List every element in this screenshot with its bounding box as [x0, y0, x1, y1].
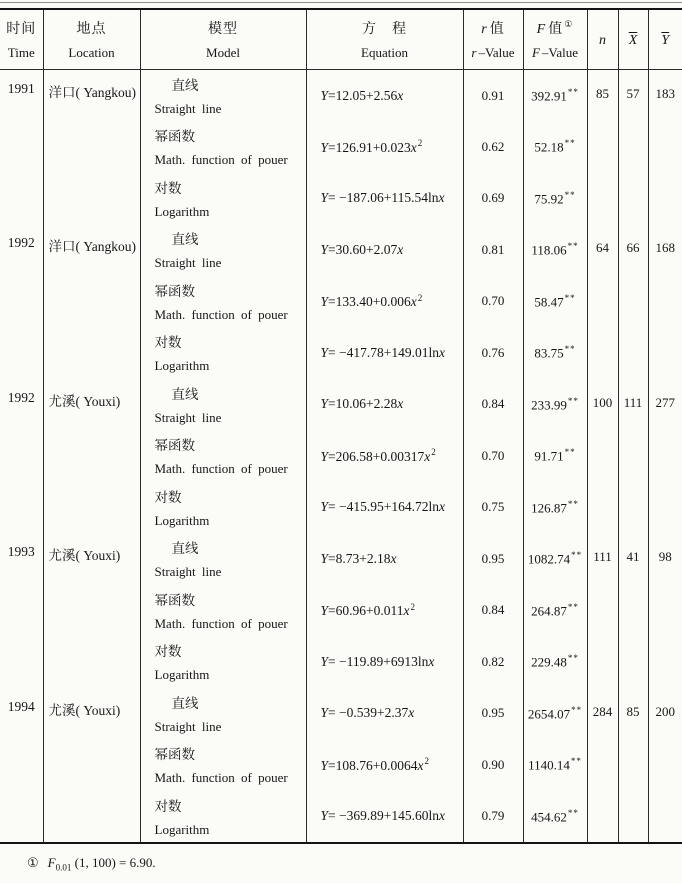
r-value-cell: 0.81 [463, 224, 523, 276]
n-cell: 284 [587, 688, 618, 843]
equation-cell [306, 482, 463, 534]
model-name-cn: 对数 [154, 489, 182, 505]
r-value-cell: 0.79 [463, 791, 523, 843]
f-value-cell: 1082.74** [523, 533, 587, 585]
r-value-cell: 0.70 [463, 430, 523, 482]
r-value-cell: 0.69 [463, 173, 523, 225]
header-equation-en: Equation [361, 45, 408, 60]
footnote-f-symbol: F [47, 855, 56, 870]
equation: Y= −417.78+149.01lnx [320, 344, 445, 360]
model-cell [140, 70, 306, 122]
equation: Y=8.73+2.18x [320, 550, 397, 566]
model-cell [140, 224, 306, 276]
xbar-cell: 85 [618, 688, 648, 843]
r-value-cell: 0.91 [463, 70, 523, 122]
year-cell: 1992 [0, 224, 43, 379]
header-r-en-symbol: r [471, 45, 477, 60]
regression-models-table [0, 10, 682, 842]
year-cell: 1994 [0, 688, 43, 843]
equation: Y= −119.89+6913lnx [320, 653, 435, 669]
equation: $Y=206.58+0.00317x^2$ [320, 447, 436, 464]
f-value-cell: 392.91** [523, 70, 587, 122]
model-name-en: Logarithm [154, 821, 210, 837]
r-value-cell: 0.90 [463, 739, 523, 791]
significance-stars: ** [564, 344, 576, 355]
f-value-cell: 52.18** [523, 121, 587, 173]
header-f-symbol: F [536, 22, 547, 37]
ybar-cell: 183 [655, 86, 675, 101]
model-cell [140, 327, 306, 379]
header-f-en: –Value [541, 45, 579, 60]
equation: Y= −415.95+164.72lnx [320, 499, 445, 515]
model-name-en: Math. function of pouer [154, 461, 288, 476]
equation-cell [306, 585, 463, 637]
equation-cell [306, 224, 463, 276]
header-r-cn: 值 [489, 22, 505, 37]
footnote-f-subscript: 0.01 [55, 862, 72, 873]
table-row [0, 688, 682, 740]
footnote-ref-icon: ① [564, 19, 574, 30]
significance-stars: ** [564, 447, 576, 458]
model-name-cn: 幂函数 [154, 438, 195, 453]
model-cell [140, 688, 306, 740]
header-location-cn: 地点 [76, 22, 107, 37]
table-row [0, 70, 682, 122]
model-name-en: Logarithm [154, 358, 210, 373]
equation: Y= −0.539+2.37x [320, 705, 415, 721]
model-name-cn: 幂函数 [154, 747, 195, 762]
model-name-en: Logarithm [154, 203, 210, 219]
model-name-cn: 直线 [171, 386, 199, 402]
header-model-en: Model [206, 45, 240, 60]
model-name-en: Math. function of pouer [154, 770, 288, 785]
model-name-cn: 幂函数 [154, 129, 195, 144]
f-value-cell: 2654.07** [523, 688, 587, 740]
model-name-en: Math. function of pouer [154, 615, 288, 631]
f-value-cell: 118.06** [523, 224, 587, 276]
footnote-text: (1, 100) = 6.90. [74, 855, 156, 870]
equation: $Y=108.76+0.0064x^2$ [320, 756, 429, 773]
ybar-cell: 98 [658, 549, 672, 564]
header-r-value [463, 10, 523, 70]
table-body [0, 70, 682, 843]
location-cell: 尤溪( Youxi) [43, 379, 140, 534]
equation-cell [306, 688, 463, 740]
table-row [0, 533, 682, 585]
model-name-cn: 幂函数 [154, 283, 195, 299]
f-value-cell: 264.87** [523, 585, 587, 637]
header-equation [306, 10, 463, 70]
location-cell: 尤溪( Youxi) [43, 688, 140, 843]
header-location [43, 10, 140, 70]
model-cell [140, 276, 306, 328]
table-footnote [0, 855, 682, 873]
table-bottom-rule [0, 842, 682, 844]
model-name-cn: 对数 [154, 798, 182, 814]
equation-cell [306, 379, 463, 431]
significance-stars: ** [567, 395, 579, 406]
n-cell: 85 [587, 70, 618, 225]
equation-cell [306, 430, 463, 482]
equation: $Y=133.40+0.006x^2$ [320, 292, 423, 309]
equation-cell [306, 121, 463, 173]
ybar-cell: 200 [655, 703, 675, 719]
model-cell [140, 482, 306, 534]
n-cell: 64 [587, 224, 618, 379]
header-model [140, 10, 306, 70]
header-model-cn: 模型 [208, 22, 238, 37]
equation: Y=10.06+2.28x [320, 396, 404, 412]
xbar-cell: 66 [618, 224, 648, 379]
f-value-cell: 454.62** [523, 791, 587, 843]
model-cell [140, 121, 306, 173]
header-ybar: $\overline{Y}$ [648, 10, 682, 70]
model-name-cn: 对数 [154, 644, 182, 659]
header-row [0, 10, 682, 70]
location-cell: 洋口( Yangkou) [43, 70, 140, 225]
table-row [0, 224, 682, 276]
location-cell: 洋口( Yangkou) [43, 224, 140, 379]
xbar-cell: 111 [618, 379, 648, 534]
equation: Y=12.05+2.56x [320, 87, 404, 103]
footnote-mark-icon: ① [27, 855, 39, 870]
model-name-en: Math. function of pouer [154, 306, 288, 322]
header-n: n [587, 10, 618, 70]
r-value-cell: 0.75 [463, 482, 523, 534]
header-time-cn: 时间 [6, 22, 37, 37]
significance-stars: ** [570, 756, 582, 767]
table-row [0, 379, 682, 431]
model-name-en: Straight line [154, 101, 222, 116]
n-cell: 100 [587, 379, 618, 534]
model-name-cn: 直线 [171, 541, 199, 556]
equation-cell [306, 636, 463, 688]
significance-stars: ** [571, 550, 583, 561]
significance-stars: ** [567, 807, 579, 818]
equation-cell [306, 327, 463, 379]
significance-stars: ** [567, 498, 579, 509]
significance-stars: ** [567, 86, 579, 97]
xbar-cell: 57 [618, 70, 648, 225]
model-name-en: Logarithm [154, 512, 210, 528]
model-cell [140, 585, 306, 637]
equation-cell [306, 739, 463, 791]
year-cell: 1991 [0, 70, 43, 225]
header-time-en: Time [7, 45, 35, 60]
location-cell: 尤溪( Youxi) [43, 533, 140, 688]
equation: $Y=126.91+0.023x^2$ [320, 138, 423, 155]
header-f-en-symbol: F [531, 45, 540, 60]
model-name-en: Straight line [154, 255, 222, 270]
header-equation-cn: 方 程 [362, 22, 407, 37]
f-value-cell: 75.92** [523, 173, 587, 225]
header-f-cn: 值 [548, 22, 564, 37]
model-name-en: Straight line [154, 409, 222, 425]
n-cell: 111 [587, 533, 618, 688]
header-r-en: –Value [478, 45, 515, 60]
xbar-cell: 41 [618, 533, 648, 688]
f-value-cell: 126.87** [523, 482, 587, 534]
model-cell [140, 430, 306, 482]
equation-cell [306, 173, 463, 225]
f-value-cell: 229.48** [523, 636, 587, 688]
model-cell [140, 739, 306, 791]
significance-stars: ** [571, 704, 583, 715]
header-r-symbol: r [481, 22, 488, 37]
f-value-cell: 233.99** [523, 379, 587, 431]
equation: Y= −187.06+115.54lnx [320, 190, 445, 206]
year-cell: 1992 [0, 379, 43, 534]
equation-cell [306, 276, 463, 328]
r-value-cell: 0.95 [463, 688, 523, 740]
equation-cell [306, 533, 463, 585]
significance-stars: ** [564, 189, 576, 200]
r-value-cell: 0.95 [463, 533, 523, 585]
model-name-en: Straight line [154, 564, 222, 579]
model-name-cn: 对数 [154, 335, 182, 350]
f-value-cell: 58.47** [523, 276, 587, 328]
significance-stars: ** [567, 241, 579, 252]
significance-stars: ** [567, 601, 579, 612]
model-cell [140, 533, 306, 585]
significance-stars: ** [564, 138, 576, 149]
equation: Y=30.60+2.07x [320, 241, 404, 257]
equation-cell [306, 791, 463, 843]
r-value-cell: 0.84 [463, 585, 523, 637]
r-value-cell: 0.62 [463, 121, 523, 173]
model-name-cn: 对数 [154, 180, 182, 196]
model-name-en: Logarithm [154, 667, 210, 682]
header-location-en: Location [68, 45, 115, 60]
r-value-cell: 0.70 [463, 276, 523, 328]
significance-stars: ** [567, 653, 579, 664]
header-time [0, 10, 43, 70]
model-name-cn: 直线 [171, 78, 199, 93]
model-name-cn: 直线 [171, 232, 199, 247]
model-name-cn: 幂函数 [154, 592, 195, 608]
significance-stars: ** [564, 292, 576, 303]
header-xbar: $\overline{X}$ [618, 10, 648, 70]
r-value-cell: 0.76 [463, 327, 523, 379]
model-cell [140, 379, 306, 431]
paper-table-page [0, 2, 682, 873]
f-value-cell: 91.71** [523, 430, 587, 482]
f-value-cell: 83.75** [523, 327, 587, 379]
header-f-value [523, 10, 587, 70]
table-header [0, 10, 682, 70]
model-name-en: Straight line [154, 718, 222, 734]
equation-cell [306, 70, 463, 122]
model-name-cn: 直线 [171, 695, 199, 711]
model-cell [140, 173, 306, 225]
r-value-cell: 0.84 [463, 379, 523, 431]
ybar-cell: 277 [655, 394, 675, 410]
equation: Y= −369.89+145.60lnx [320, 808, 445, 824]
model-cell [140, 636, 306, 688]
year-cell: 1993 [0, 533, 43, 688]
r-value-cell: 0.82 [463, 636, 523, 688]
model-name-en: Math. function of pouer [154, 152, 288, 167]
table-top-rule-thin [0, 2, 682, 3]
f-value-cell: 1140.14** [523, 739, 587, 791]
equation: $Y=60.96+0.011x^2$ [320, 601, 415, 618]
model-cell [140, 791, 306, 843]
ybar-cell: 168 [655, 240, 675, 255]
